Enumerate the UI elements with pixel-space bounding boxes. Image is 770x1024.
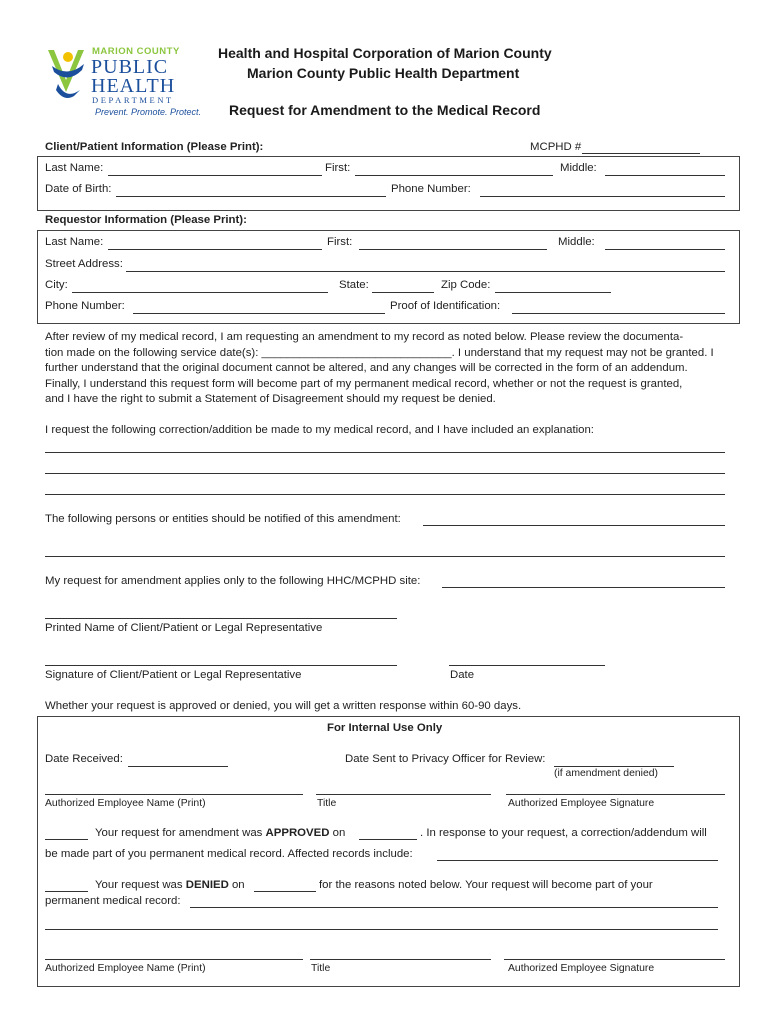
client-last-name-field[interactable] <box>108 175 322 176</box>
logo-figure-icon <box>44 44 90 104</box>
title-field[interactable] <box>316 794 491 795</box>
mcphd-label: MCPHD # <box>530 141 582 153</box>
requestor-phone-label: Phone Number: <box>45 300 125 312</box>
date-sent-field[interactable] <box>554 766 674 767</box>
approved-text-c: on <box>329 827 346 839</box>
if-denied-note: (if amendment denied) <box>554 768 658 779</box>
signature-label: Signature of Client/Patient or Legal Representative <box>45 669 302 681</box>
title-label-2: Title <box>311 963 331 974</box>
denied-line-2: permanent medical record: <box>45 895 181 907</box>
requestor-heading: Requestor Information (Please Print): <box>45 214 247 226</box>
signature-date-label: Date <box>450 669 475 681</box>
emp-sig-label: Authorized Employee Signature <box>508 798 655 809</box>
requestor-state-field[interactable] <box>372 292 434 293</box>
date-sent-label: Date Sent to Privacy Officer for Review: <box>345 753 546 765</box>
statement-line-2: tion made on the following service date(s): ______________________________. I understand that my request may not be granted. I <box>45 347 714 359</box>
approved-word: APPROVED <box>265 827 330 839</box>
requestor-last-name-label: Last Name: <box>45 236 104 248</box>
printed-name-label: Printed Name of Client/Patient or Legal Representative <box>45 622 323 634</box>
client-heading: Client/Patient Information (Please Print): <box>45 141 264 153</box>
requestor-middle-label: Middle: <box>558 236 595 248</box>
logo-line2: PUBLIC <box>91 56 169 78</box>
approved-check-field[interactable] <box>45 839 88 840</box>
approved-date-field[interactable] <box>359 839 417 840</box>
client-last-name-label: Last Name: <box>45 162 104 174</box>
denied-text-c: on <box>228 879 245 891</box>
emp-sig-field[interactable] <box>506 794 725 795</box>
denied-check-field[interactable] <box>45 891 88 892</box>
notified-field[interactable] <box>423 525 725 526</box>
requestor-street-field[interactable] <box>126 271 725 272</box>
logo-tagline: Prevent. Promote. Protect. <box>95 107 202 117</box>
emp-name-field-2[interactable] <box>45 959 303 960</box>
requestor-last-name-field[interactable] <box>108 249 322 250</box>
signature-date-field[interactable] <box>449 665 605 666</box>
requestor-city-label: City: <box>45 279 68 291</box>
title-field-2[interactable] <box>310 959 491 960</box>
site-label: My request for amendment applies only to the following HHC/MCPHD site: <box>45 575 421 587</box>
form-title: Request for Amendment to the Medical Record <box>229 102 541 118</box>
correction-line-1[interactable] <box>45 452 725 453</box>
denied-word: DENIED <box>185 879 229 891</box>
requestor-first-field[interactable] <box>359 249 547 250</box>
denied-text-d: for the reasons noted below. Your request will become part of your <box>319 879 653 891</box>
date-received-field[interactable] <box>128 766 228 767</box>
logo-line3: HEALTH <box>91 75 176 97</box>
correction-line-2[interactable] <box>45 473 725 474</box>
logo-line1: MARION COUNTY <box>92 46 180 57</box>
requestor-street-label: Street Address: <box>45 258 123 270</box>
approved-statement <box>95 827 345 839</box>
correction-line-3[interactable] <box>45 494 725 495</box>
client-phone-field[interactable] <box>480 196 725 197</box>
requestor-city-field[interactable] <box>72 292 328 293</box>
client-dob-label: Date of Birth: <box>45 183 112 195</box>
printed-name-field[interactable] <box>45 618 397 619</box>
title-label: Title <box>317 798 337 809</box>
date-received-label: Date Received: <box>45 753 123 765</box>
emp-sig-field-2[interactable] <box>504 959 725 960</box>
internal-heading: For Internal Use Only <box>327 722 443 734</box>
notified-line-2[interactable] <box>45 556 725 557</box>
denied-reasons-line-2[interactable] <box>45 929 718 930</box>
client-middle-field[interactable] <box>605 175 725 176</box>
mcphd-field[interactable] <box>582 153 700 154</box>
requestor-zip-field[interactable] <box>495 292 611 293</box>
requestor-info-box <box>37 230 740 324</box>
denied-text-a: Your request was <box>95 879 186 891</box>
client-dob-field[interactable] <box>116 196 386 197</box>
requestor-proof-field[interactable] <box>512 313 725 314</box>
denied-reasons-field[interactable] <box>190 907 718 908</box>
client-info-box <box>37 156 740 211</box>
emp-name-field[interactable] <box>45 794 303 795</box>
correction-label: I request the following correction/addition be made to my medical record, and I have included an explanation: <box>45 424 594 436</box>
requestor-phone-field[interactable] <box>133 313 385 314</box>
requestor-state-label: State: <box>339 279 369 291</box>
statement-line-4: Finally, I understand this request form will become part of my permanent medical record, whether or not the request is granted, <box>45 378 683 390</box>
response-notice: Whether your request is approved or denied, you will get a written response within 60-90 days. <box>45 700 522 712</box>
site-field[interactable] <box>442 587 725 588</box>
requestor-zip-label: Zip Code: <box>441 279 491 291</box>
client-first-field[interactable] <box>355 175 553 176</box>
org-name-2: Marion County Public Health Department <box>247 65 520 81</box>
requestor-proof-label: Proof of Identification: <box>390 300 501 312</box>
requestor-middle-field[interactable] <box>605 249 725 250</box>
statement-line-5: and I have the right to submit a Statement of Disagreement should my request be denied. <box>45 393 496 405</box>
signature-field[interactable] <box>45 665 397 666</box>
emp-name-label-2: Authorized Employee Name (Print) <box>45 963 206 974</box>
statement-line-3: further understand that the original document cannot be altered, and any changes will be corrected in the form of an addendum. <box>45 362 688 374</box>
client-first-label: First: <box>325 162 351 174</box>
emp-name-label: Authorized Employee Name (Print) <box>45 798 206 809</box>
emp-sig-label-2: Authorized Employee Signature <box>508 963 655 974</box>
requestor-first-label: First: <box>327 236 353 248</box>
org-name-1: Health and Hospital Corporation of Marion County <box>218 45 552 61</box>
logo-line4: DEPARTMENT <box>92 95 174 105</box>
client-phone-label: Phone Number: <box>391 183 471 195</box>
client-middle-label: Middle: <box>560 162 597 174</box>
approved-text-d: . In response to your request, a correction/addendum will <box>420 827 707 839</box>
affected-records-field[interactable] <box>437 860 718 861</box>
denied-date-field[interactable] <box>254 891 316 892</box>
denied-statement <box>95 879 245 891</box>
approved-line-2: be made part of you permanent medical record. Affected records include: <box>45 848 413 860</box>
approved-text-a: Your request for amendment was <box>95 827 266 839</box>
statement-line-1: After review of my medical record, I am requesting an amendment to my record as noted below. Please review the documenta- <box>45 331 684 343</box>
notified-label: The following persons or entities should be notified of this amendment: <box>45 513 401 525</box>
